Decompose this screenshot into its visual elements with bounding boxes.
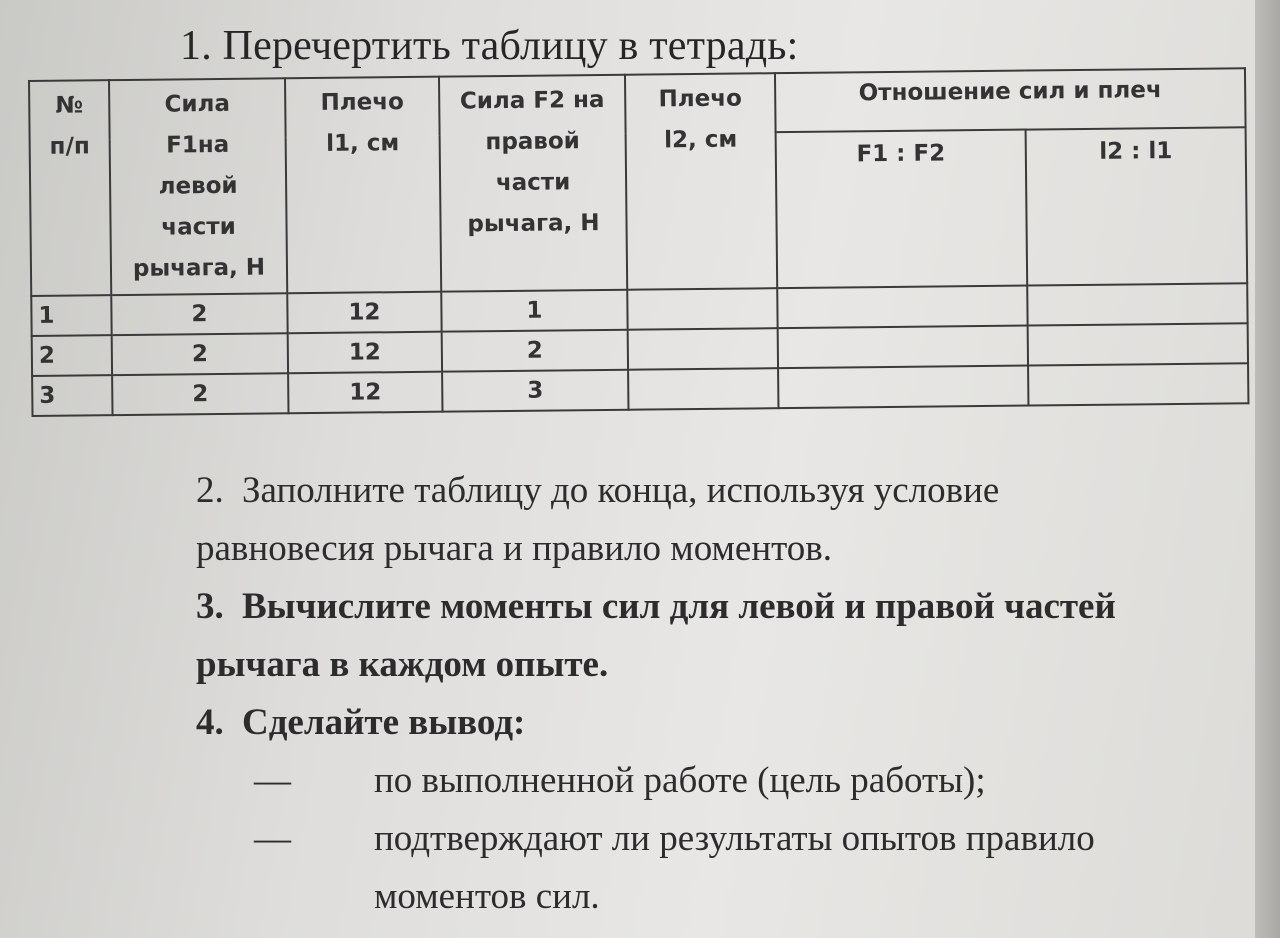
cell-num: 2 bbox=[32, 335, 112, 376]
step-text: Заполните таблицу до конца, используя условие bbox=[242, 470, 1000, 511]
header-f1 bbox=[109, 78, 287, 295]
header-num-line: п/п bbox=[49, 133, 90, 160]
lever-table bbox=[28, 67, 1249, 417]
step-3 bbox=[196, 578, 1256, 636]
cell-f1: 2 bbox=[111, 293, 287, 335]
cell-l1: 12 bbox=[288, 332, 442, 374]
step-3-continuation: рычага в каждом опыте. bbox=[196, 644, 609, 685]
cell-ratio-l bbox=[1028, 363, 1248, 405]
cell-f1: 2 bbox=[112, 373, 288, 415]
cell-f2: 2 bbox=[442, 330, 628, 372]
step-number: 3. bbox=[196, 586, 224, 627]
dash-marker: — bbox=[254, 818, 291, 859]
header-num bbox=[29, 80, 111, 296]
header-f1-line: F1на bbox=[165, 131, 230, 159]
header-f1-line: Сила bbox=[164, 90, 231, 118]
instructions bbox=[196, 462, 1256, 926]
header-l2 bbox=[625, 73, 777, 290]
cell-l1: 12 bbox=[287, 292, 441, 334]
cell-ratio-f bbox=[778, 366, 1028, 409]
dash-marker: — bbox=[254, 760, 291, 801]
header-f1-line: части bbox=[161, 213, 236, 241]
step-2-continuation: равновесия рычага и правило моментов. bbox=[196, 528, 833, 569]
header-l1-line: l1, см bbox=[326, 130, 400, 157]
step-2 bbox=[196, 462, 1256, 520]
cell-ratio-l bbox=[1028, 323, 1248, 365]
cell-ratio-f bbox=[778, 326, 1028, 369]
bullet-text: по выполненной работе (цель работы); bbox=[374, 760, 986, 801]
cell-l1: 12 bbox=[288, 372, 442, 414]
cell-l2 bbox=[628, 328, 778, 370]
step-text: Сделайте вывод: bbox=[242, 702, 526, 743]
cell-f1: 2 bbox=[112, 333, 288, 375]
header-num-line: № bbox=[55, 92, 84, 119]
cell-f2: 1 bbox=[441, 290, 627, 332]
header-l1 bbox=[285, 77, 441, 294]
step-text: Вычислите моменты сил для левой и правой частей bbox=[242, 586, 1116, 627]
header-f2-line: части bbox=[495, 169, 571, 197]
header-l2-line: Плечо bbox=[658, 85, 743, 113]
bullet-2-continuation: моментов сил. bbox=[374, 876, 600, 917]
step-number: 4. bbox=[196, 702, 224, 743]
header-ratio-arms: l2 : l1 bbox=[1026, 127, 1248, 285]
cell-ratio-l bbox=[1027, 283, 1247, 325]
header-l2-line: l2, см bbox=[663, 126, 738, 154]
cell-l2 bbox=[627, 288, 777, 330]
header-ratio: Отношение сил и плеч bbox=[775, 68, 1246, 132]
header-f2 bbox=[439, 75, 627, 292]
header-f2-line: Сила F2 на bbox=[459, 86, 605, 115]
page-edge bbox=[1255, 0, 1280, 938]
bullet-text: подтверждают ли результаты опытов правило bbox=[374, 818, 1095, 859]
cell-f2: 3 bbox=[442, 370, 628, 412]
step-4 bbox=[196, 694, 1256, 752]
header-ratio-forces: F1 : F2 bbox=[776, 130, 1028, 289]
task-title: 1. Перечертить таблицу в тетрадь: bbox=[180, 23, 799, 69]
cell-l2 bbox=[628, 368, 778, 410]
header-f2-line: правой bbox=[485, 128, 580, 156]
header-f1-line: левой bbox=[158, 172, 238, 200]
cell-num: 1 bbox=[31, 295, 111, 336]
header-f2-line: рычага, Н bbox=[467, 210, 600, 238]
bullet-1 bbox=[196, 752, 1256, 810]
cell-num: 3 bbox=[32, 375, 112, 416]
step-number: 2. bbox=[196, 470, 224, 511]
cell-ratio-f bbox=[777, 286, 1027, 329]
header-f1-line: рычага, Н bbox=[132, 254, 266, 282]
bullet-2 bbox=[196, 810, 1256, 868]
header-l1-line: Плечо bbox=[320, 89, 405, 116]
